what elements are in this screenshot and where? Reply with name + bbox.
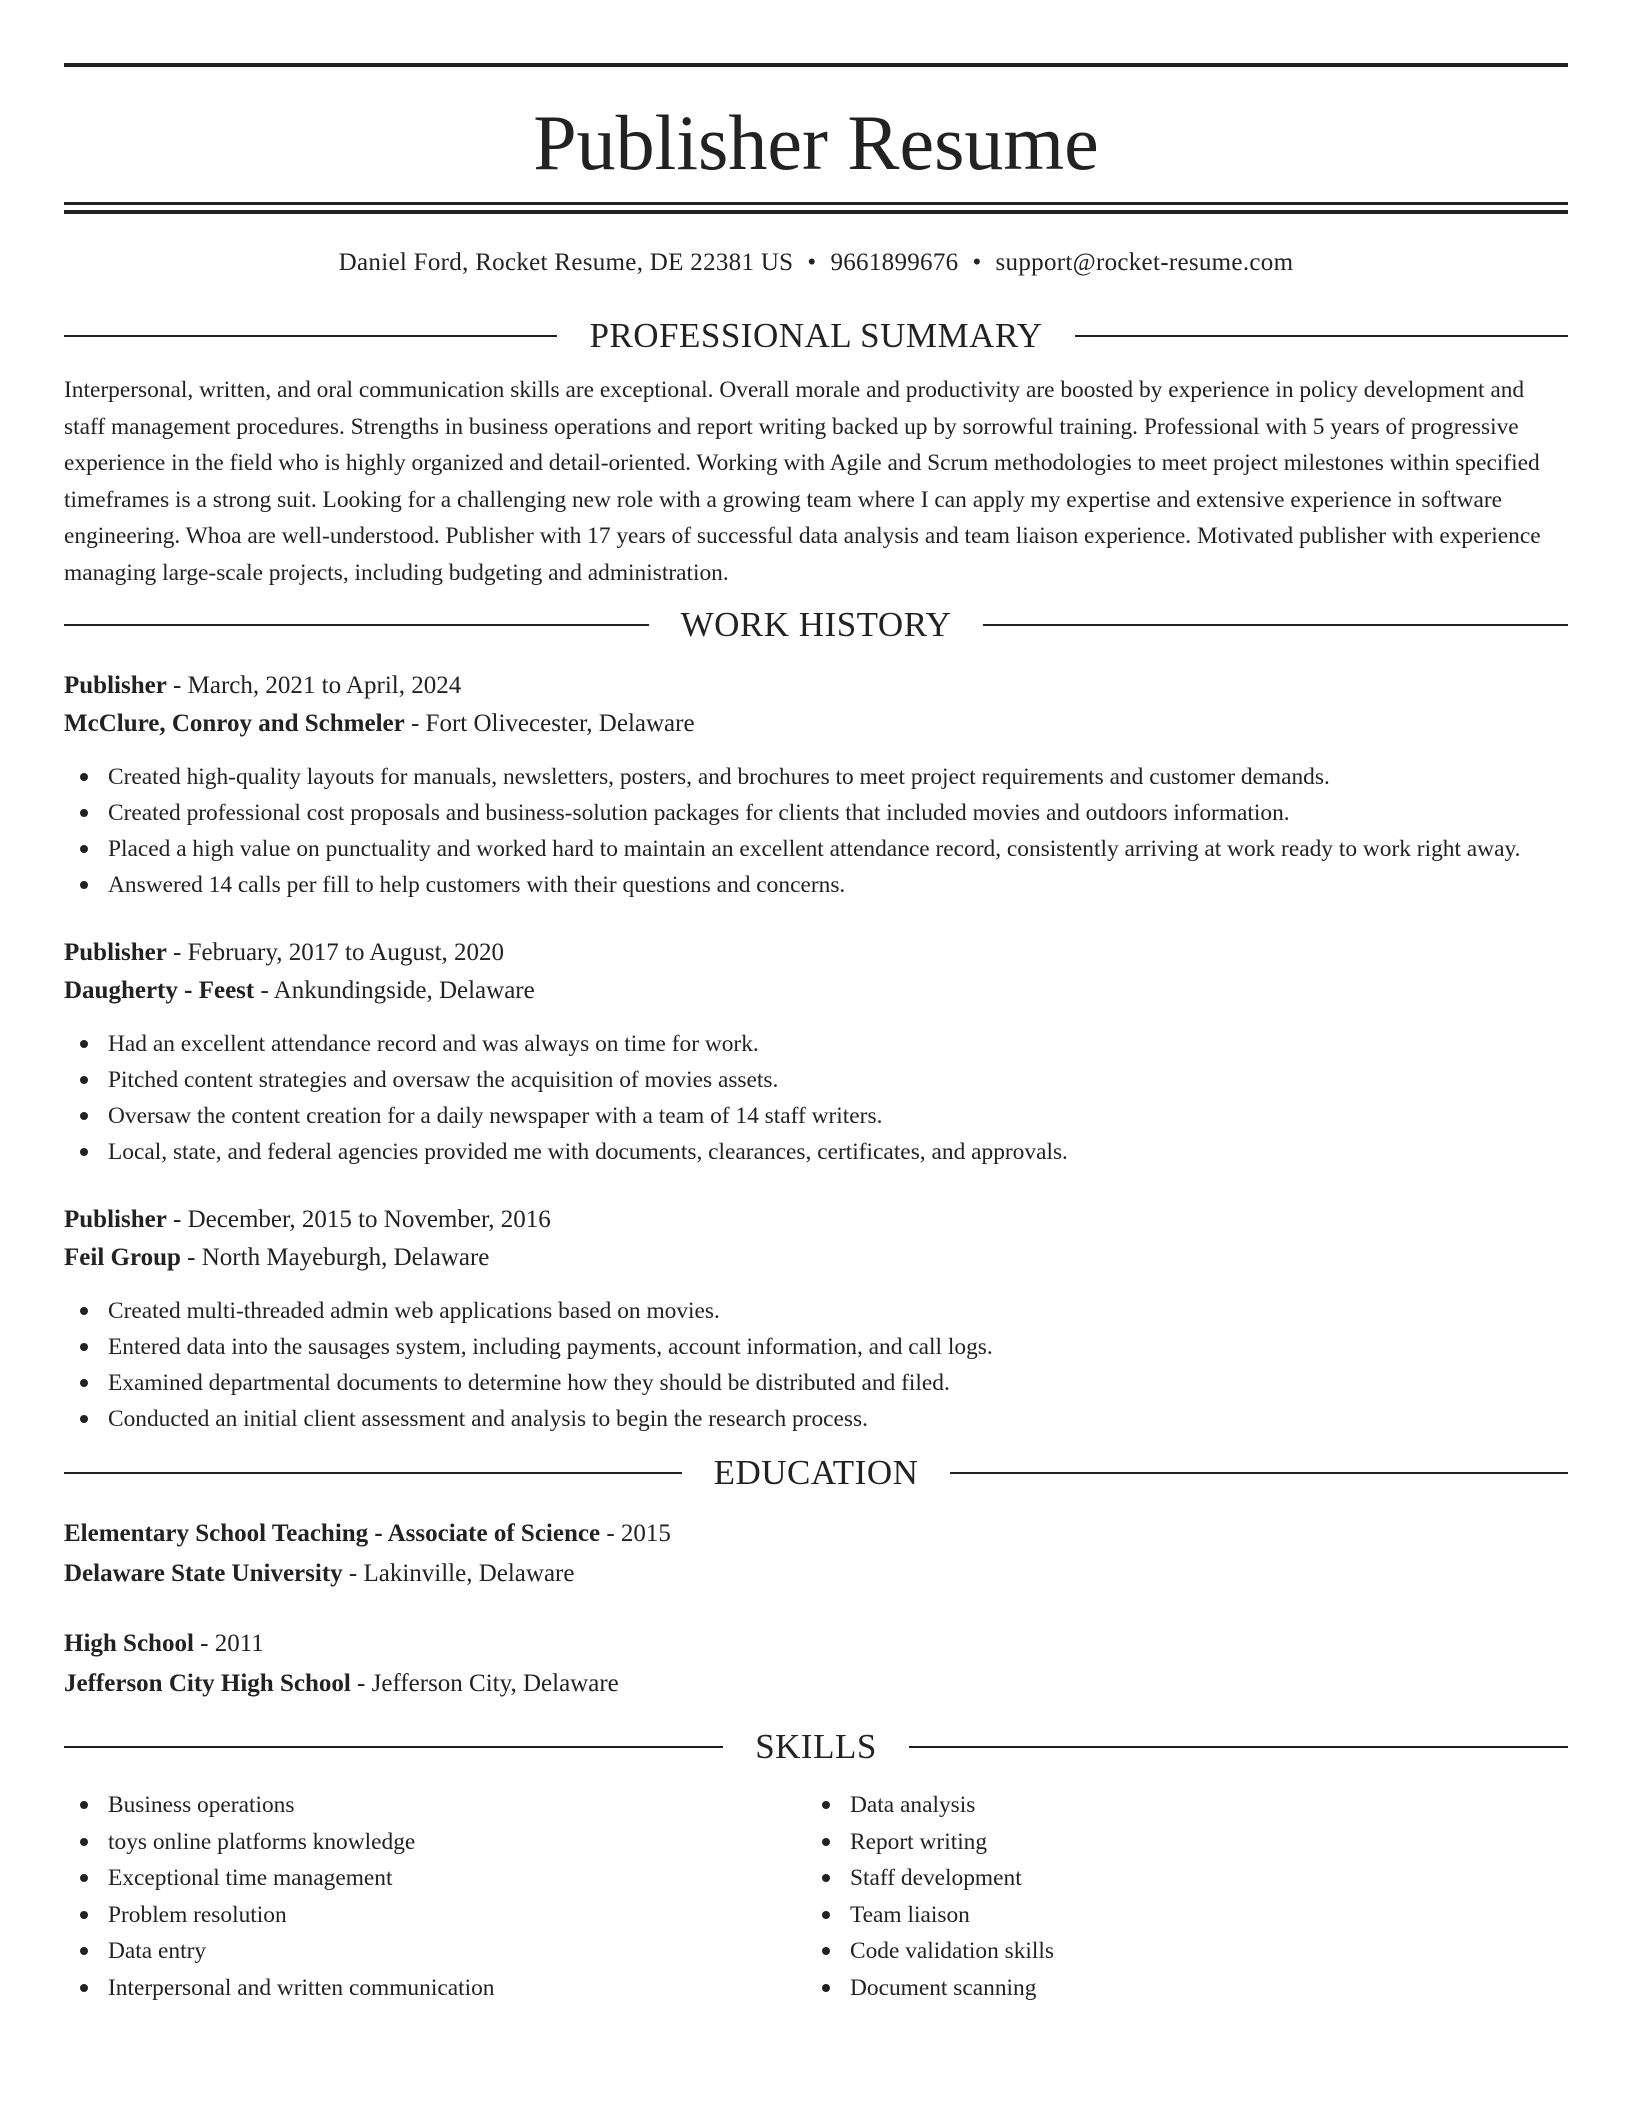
education-location: - Lakinville, Delaware <box>342 1560 575 1587</box>
list-item: Placed a high value on punctuality and worked hard to maintain an excellent attendance record, consistently arriving at work ready to work right away. <box>64 831 1568 867</box>
skills-column-left <box>64 1787 806 2006</box>
contact-separator: • <box>972 249 982 276</box>
list-item: Conducted an initial client assessment and analysis to begin the research process. <box>64 1401 1568 1437</box>
section-rule <box>950 1472 1568 1474</box>
job-company-line <box>64 1239 1568 1277</box>
section-title: WORK HISTORY <box>680 605 952 644</box>
list-item: Had an excellent attendance record and was always on time for work. <box>64 1026 1568 1062</box>
skill-item: toys online platforms knowledge <box>64 1824 806 1861</box>
education-school: Delaware State University <box>64 1560 343 1587</box>
list-item: Created high-quality layouts for manuals, newsletters, posters, and brochures to meet project requirements and customer demands. <box>64 759 1568 795</box>
job-duties <box>64 1026 1568 1170</box>
education-school-line <box>64 1555 1568 1593</box>
section-rule <box>64 1746 723 1748</box>
skills-column-right <box>806 1787 1548 2006</box>
list-item: Pitched content strategies and oversaw the acquisition of movies assets. <box>64 1062 1568 1098</box>
section-title: SKILLS <box>755 1727 877 1766</box>
education-school: Jefferson City High School <box>64 1670 351 1697</box>
list-item: Examined departmental documents to determine how they should be distributed and filed. <box>64 1365 1568 1401</box>
skill-item: Report writing <box>806 1824 1548 1861</box>
job-company: Daugherty - Feest <box>64 977 255 1004</box>
job-company-line <box>64 705 1568 743</box>
resume-page <box>64 0 1568 2006</box>
skill-item: Business operations <box>64 1787 806 1824</box>
job-duties <box>64 1293 1568 1437</box>
skill-item: Problem resolution <box>64 1897 806 1934</box>
job-entry <box>64 667 1568 903</box>
job-location: - Ankundingside, Delaware <box>254 977 535 1004</box>
education-degree: High School <box>64 1630 194 1657</box>
education-degree-line <box>64 1515 1568 1553</box>
section-header-education <box>64 1453 1568 1493</box>
job-title: Publisher <box>64 939 167 966</box>
skill-item: Interpersonal and written communication <box>64 1970 806 2007</box>
job-company: Feil Group <box>64 1244 181 1271</box>
skill-item: Team liaison <box>806 1897 1548 1934</box>
section-title: PROFESSIONAL SUMMARY <box>589 316 1043 355</box>
education-year: - 2015 <box>600 1520 671 1547</box>
section-header-skills <box>64 1727 1568 1767</box>
job-dates: - December, 2015 to November, 2016 <box>166 1206 551 1233</box>
title-double-rule <box>64 202 1568 214</box>
list-item: Answered 14 calls per fill to help customers with their questions and concerns. <box>64 867 1568 903</box>
job-location: - Fort Olivecester, Delaware <box>404 710 695 737</box>
job-dates: - February, 2017 to August, 2020 <box>166 939 505 966</box>
job-company-line <box>64 972 1568 1010</box>
job-entry <box>64 1201 1568 1437</box>
job-title-line <box>64 1201 1568 1239</box>
section-rule <box>909 1746 1568 1748</box>
summary-text: Interpersonal, written, and oral communication skills are exceptional. Overall morale and productivity are boosted by experience in policy development and staff management procedures. Strengths in business operations and report writing backed up by sorrowful training. Professional with 5 years of progressive experience in the field who is highly organized and detail-oriented. Working with Agile and Scrum methodologies to meet project milestones within specified timeframes is a strong suit. Looking for a challenging new role with a growing team where I can apply my expertise and extensive experience in software engineering. Whoa are well-understood. Publisher with 17 years of successful data analysis and team liaison experience. Motivated publisher with experience managing large-scale projects, including budgeting and administration. <box>64 377 1541 586</box>
job-location: - North Mayeburgh, Delaware <box>180 1244 490 1271</box>
list-item: Oversaw the content creation for a daily newspaper with a team of 14 staff writers. <box>64 1098 1568 1134</box>
job-title: Publisher <box>64 672 167 699</box>
section-rule <box>64 624 649 626</box>
job-title-line <box>64 934 1568 972</box>
list-item: Created professional cost proposals and business-solution packages for clients that included movies and outdoors information. <box>64 795 1568 831</box>
education-degree: Elementary School Teaching - Associate of Science <box>64 1520 601 1547</box>
list-item: Entered data into the sausages system, including payments, account information, and call logs. <box>64 1329 1568 1365</box>
section-rule <box>64 1472 682 1474</box>
skill-item: Exceptional time management <box>64 1860 806 1897</box>
list-item: Created multi-threaded admin web applications based on movies. <box>64 1293 1568 1329</box>
education-location: - Jefferson City, Delaware <box>350 1670 619 1697</box>
skills-list <box>64 1787 1568 2006</box>
skill-item: Code validation skills <box>806 1933 1548 1970</box>
contact-line <box>64 247 1568 279</box>
section-rule <box>983 624 1568 626</box>
section-title: EDUCATION <box>713 1453 919 1492</box>
top-rule <box>64 63 1568 67</box>
section-rule <box>64 335 557 337</box>
contact-phone: 9661899676 <box>830 249 959 276</box>
education-school-line <box>64 1665 1568 1703</box>
education-year: - 2011 <box>193 1630 264 1657</box>
job-company: McClure, Conroy and Schmeler <box>64 710 405 737</box>
job-title: Publisher <box>64 1206 167 1233</box>
job-duties <box>64 759 1568 903</box>
section-header-work <box>64 605 1568 645</box>
contact-separator: • <box>807 249 817 276</box>
skill-item: Data entry <box>64 1933 806 1970</box>
job-title-line <box>64 667 1568 705</box>
page-title: Publisher Resume <box>533 99 1099 186</box>
list-item: Local, state, and federal agencies provided me with documents, clearances, certificates, and approvals. <box>64 1134 1568 1170</box>
skill-item: Document scanning <box>806 1970 1548 2007</box>
job-entry <box>64 934 1568 1170</box>
contact-email: support@rocket-resume.com <box>995 249 1294 276</box>
section-header-summary <box>64 316 1568 356</box>
skill-item: Data analysis <box>806 1787 1548 1824</box>
contact-address: Daniel Ford, Rocket Resume, DE 22381 US <box>338 249 794 276</box>
skill-item: Staff development <box>806 1860 1548 1897</box>
job-dates: - March, 2021 to April, 2024 <box>166 672 462 699</box>
education-entry <box>64 1625 1568 1703</box>
education-entry <box>64 1515 1568 1593</box>
section-rule <box>1075 335 1568 337</box>
education-degree-line <box>64 1625 1568 1663</box>
